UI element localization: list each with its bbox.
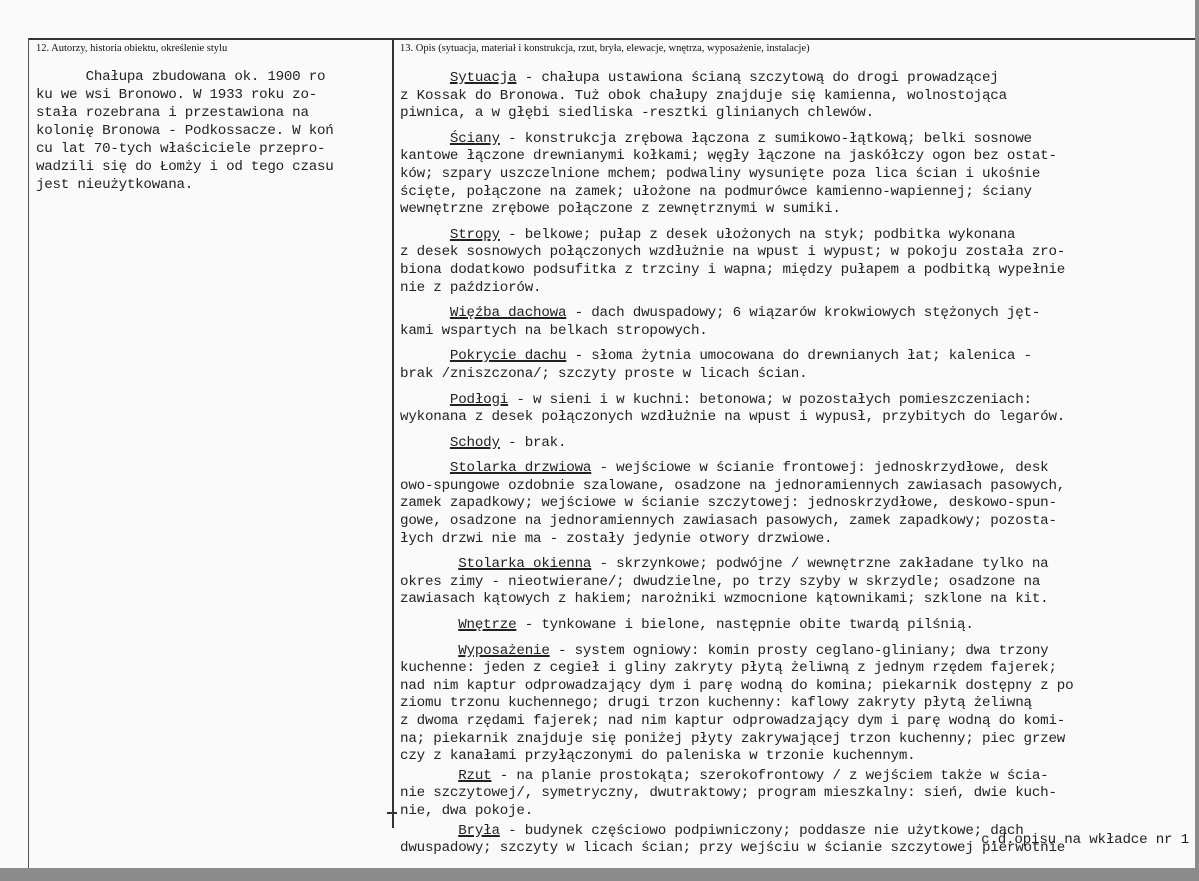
section-heading: Rzut: [458, 767, 492, 784]
continuation-note: c.d.opisu na wkładce nr 1: [981, 832, 1189, 848]
section-body: - tynkowane i bielone, następnie obite twardą pilśnią.: [516, 617, 974, 634]
description-section: [400, 392, 1195, 427]
description-section: [400, 768, 1195, 821]
section-indent: [400, 70, 450, 86]
description-section: [400, 556, 1195, 609]
section-indent: [400, 227, 450, 243]
description-text: [400, 70, 1195, 860]
section-heading: Stolarka okienna: [458, 556, 592, 573]
section-indent: [400, 556, 458, 572]
section-body: - skrzynkowe; podwójne / wewnętrzne zakładane tylko na okres zimy - nieotwierane/; dwudzielne, po trzy szyby w skrzydle; osadzone na zawiasach kątowych z hakiem; narożniki wzmocnione kątownikami; szklone na kit.: [400, 556, 1049, 608]
section-body: - chałupa ustawiona ścianą szczytową do drogi prowadzącej z Kossak do Bronowa. Tuż obok chałupy znajduje się kamienna, wolnostojąca piwnica, a w głębi siedliska -resztki glinianych chlewów.: [400, 70, 1007, 122]
section-indent: [400, 392, 450, 408]
section-heading: Schody: [449, 434, 500, 451]
section-indent: [400, 305, 450, 321]
description-section: [400, 131, 1195, 219]
section-body: - brak.: [499, 434, 567, 451]
section-body: - system ogniowy: komin prosty ceglano-gliniany; dwa trzony kuchenne: jeden z cegieł i gliny zakryty płytą żeliwną z jednym rzędem fajerek; nad nim kaptur odprowadzający dym i parę wodną do komina; piekarnik dostępny z po ziomu trzonu kuchennego; drugi trzon kuchenny: kaflowy zakryty płytą żeliwną z dwoma rzędami fajerek; nad nim kaptur odprowadzający dym i parę wodną do komi- na; piekarnik znajduje się poniżej płyty zakrywającej trzon kuchenny; piec grzew czy z kanałami przyłączonymi do paleniska w trzonie kuchennym.: [400, 642, 1074, 765]
description-section: [400, 643, 1195, 766]
description-section: [400, 70, 1195, 123]
section-heading: Więźba dachowa: [449, 305, 567, 322]
section-heading: Sytuacja: [449, 70, 517, 86]
section-body: - belkowe; pułap z desek ułożonych na styk; podbitka wykonana z desek sosnowych połączonych wzdłużnie na wpust i wypust; w pokoju została zro- biona dodatkowo podsufitka z trzciny i wapna; między pułapem a podbitką wypełnie nie z paździorów.: [400, 226, 1066, 296]
description-section: [400, 227, 1195, 297]
section-heading: Wyposażenie: [458, 642, 550, 659]
section-heading: Wnętrze: [458, 617, 517, 634]
section-heading: Stropy: [449, 226, 500, 243]
description-section: [400, 348, 1195, 383]
section-indent: [400, 131, 450, 147]
divider-tick: [387, 812, 397, 814]
section-body: - budynek częściowo podpiwniczony; poddasze nie użytkowe; dach dwuspadowy; szczyty w licach ścian; przy wejściu w ścianie szczytowej pierwotnie: [400, 822, 1066, 857]
section-indent: [400, 768, 458, 784]
section-heading: Bryła: [458, 822, 500, 839]
section-body: - w sieni i w kuchni: betonowa; w pozostałych pomieszczeniach: wykonana z desek połączonych wzdłużnie na wpust i wypusł, przybitych do legarów.: [400, 391, 1066, 426]
section-indent: [400, 823, 458, 839]
section-indent: [400, 460, 450, 476]
section-heading: Ściany: [449, 130, 500, 147]
header-rule: [28, 38, 1195, 40]
section-indent: [400, 435, 450, 451]
section-heading: Podłogi: [449, 391, 509, 408]
section-heading: Stolarka drzwiowa: [449, 460, 592, 477]
section-body: - konstrukcja zrębowa łączona z sumikowo-łątkową; belki sosnowe kantowe łączone drewnianymi kołkami; węgły łączone na jaskółczy ogon bez ostat- ków; szpary uszczelnione mchem; podwaliny wysunięte poza lica ścian i ukośnie ścięte, połączone na zamek; ułożone na podmurówce kamienno-wapiennej; ściany wewnętrzne zrębowe połączone z zewnętrznymi w sumiki.: [400, 130, 1057, 218]
description-section: [400, 460, 1195, 548]
section-body: - wejściowe w ścianie frontowej: jednoskrzydłowe, desk owo-spungowe ozdobnie szalowane, osadzone na jednoramiennych zawiasach pasowych, zamek zapadkowy; wejściowe w ścianie szczytowej: jednoskrzydłowe, deskowo-spun- gowe, osadzone na jednoramiennych zawiasach pasowych, zamek zapadkowy; pozosta- łych drzwi nie ma - zostały jedynie otwory drzwiowe.: [400, 460, 1066, 547]
description-section: [400, 617, 1195, 635]
section-indent: [400, 617, 458, 633]
section-indent: [400, 643, 458, 659]
description-section: [400, 435, 1195, 453]
history-text: Chałupa zbudowana ok. 1900 ro ku we wsi Bronowo. W 1933 roku zo- stała rozebrana i przestawiona na kolonię Bronowa - Podkossacze. W koń cu lat 70-tych właściciele przepro- wadzili się do Łomży i od tego czasu jest nieużytkowana.: [36, 69, 334, 193]
section-body: - dach dwuspadowy; 6 wiązarów krokwiowych stężonych jęt- kami wspartych na belkach stropowych.: [400, 305, 1041, 339]
left-frame-line: [28, 38, 29, 868]
column-divider: [392, 38, 394, 828]
section-indent: [400, 348, 450, 364]
left-column-header: 12. Autorzy, historia obiektu, określenie stylu: [36, 43, 228, 54]
description-section: [400, 305, 1195, 340]
right-column-header: 13. Opis (sytuacja, materiał i konstrukcja, rzut, bryła, elewacje, wnętrza, wyposażenie, instalacje): [400, 43, 810, 54]
section-heading: Pokrycie dachu: [449, 348, 567, 365]
section-body: - na planie prostokąta; szerokofrontowy / z wejściem także w ścia- nie szczytowej/, symetryczny, dwutraktowy; program mieszkalny: sień, dwie kuch- nie, dwa pokoje.: [400, 767, 1057, 819]
section-body: - słoma żytnia umocowana do drewnianych łat; kalenica - brak /zniszczona/; szczyty proste w licach ścian.: [400, 348, 1032, 382]
